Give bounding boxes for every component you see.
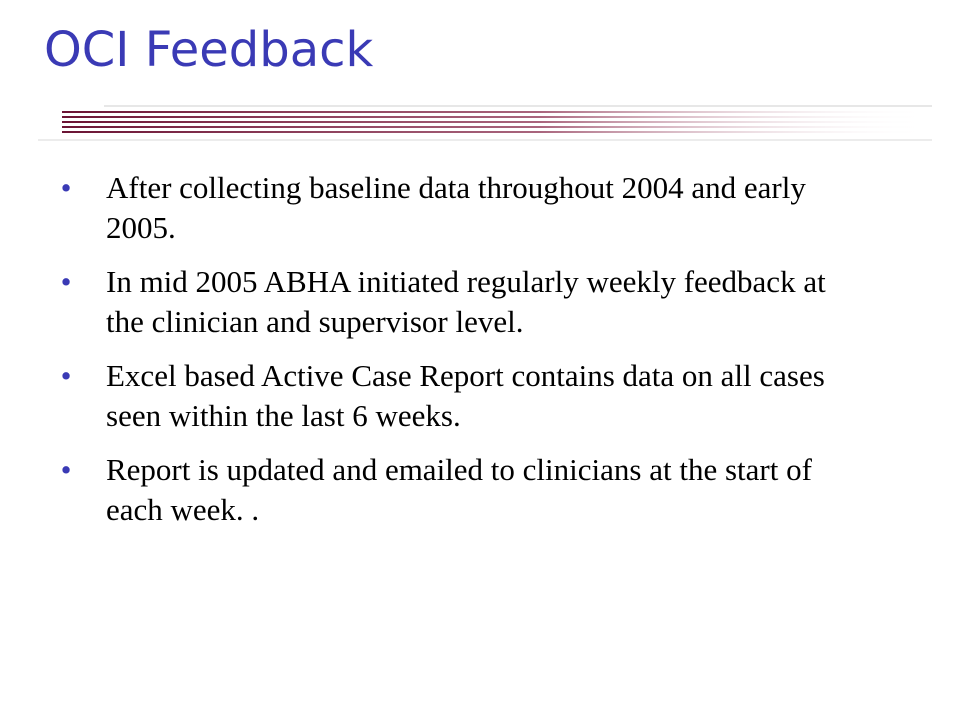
bullet-icon: • xyxy=(60,358,72,393)
bullet-item xyxy=(56,168,856,248)
title-underline-decoration xyxy=(38,104,932,142)
bullet-item xyxy=(56,450,856,530)
bullet-icon: • xyxy=(60,170,72,205)
bullet-icon: • xyxy=(60,264,72,299)
slide-title: OCI Feedback xyxy=(44,22,374,78)
bullet-list xyxy=(56,168,856,544)
bullet-text: In mid 2005 ABHA initiated regularly weekly feedback at the clinician and supervisor level. xyxy=(106,264,826,339)
bullet-icon: • xyxy=(60,452,72,487)
bullet-item xyxy=(56,262,856,342)
bullet-text: Excel based Active Case Report contains data on all cases seen within the last 6 weeks. xyxy=(106,358,825,433)
bullet-item xyxy=(56,356,856,436)
bullet-text: Report is updated and emailed to clinicians at the start of each week. . xyxy=(106,452,812,527)
bullet-text: After collecting baseline data throughout 2004 and early 2005. xyxy=(106,170,806,245)
